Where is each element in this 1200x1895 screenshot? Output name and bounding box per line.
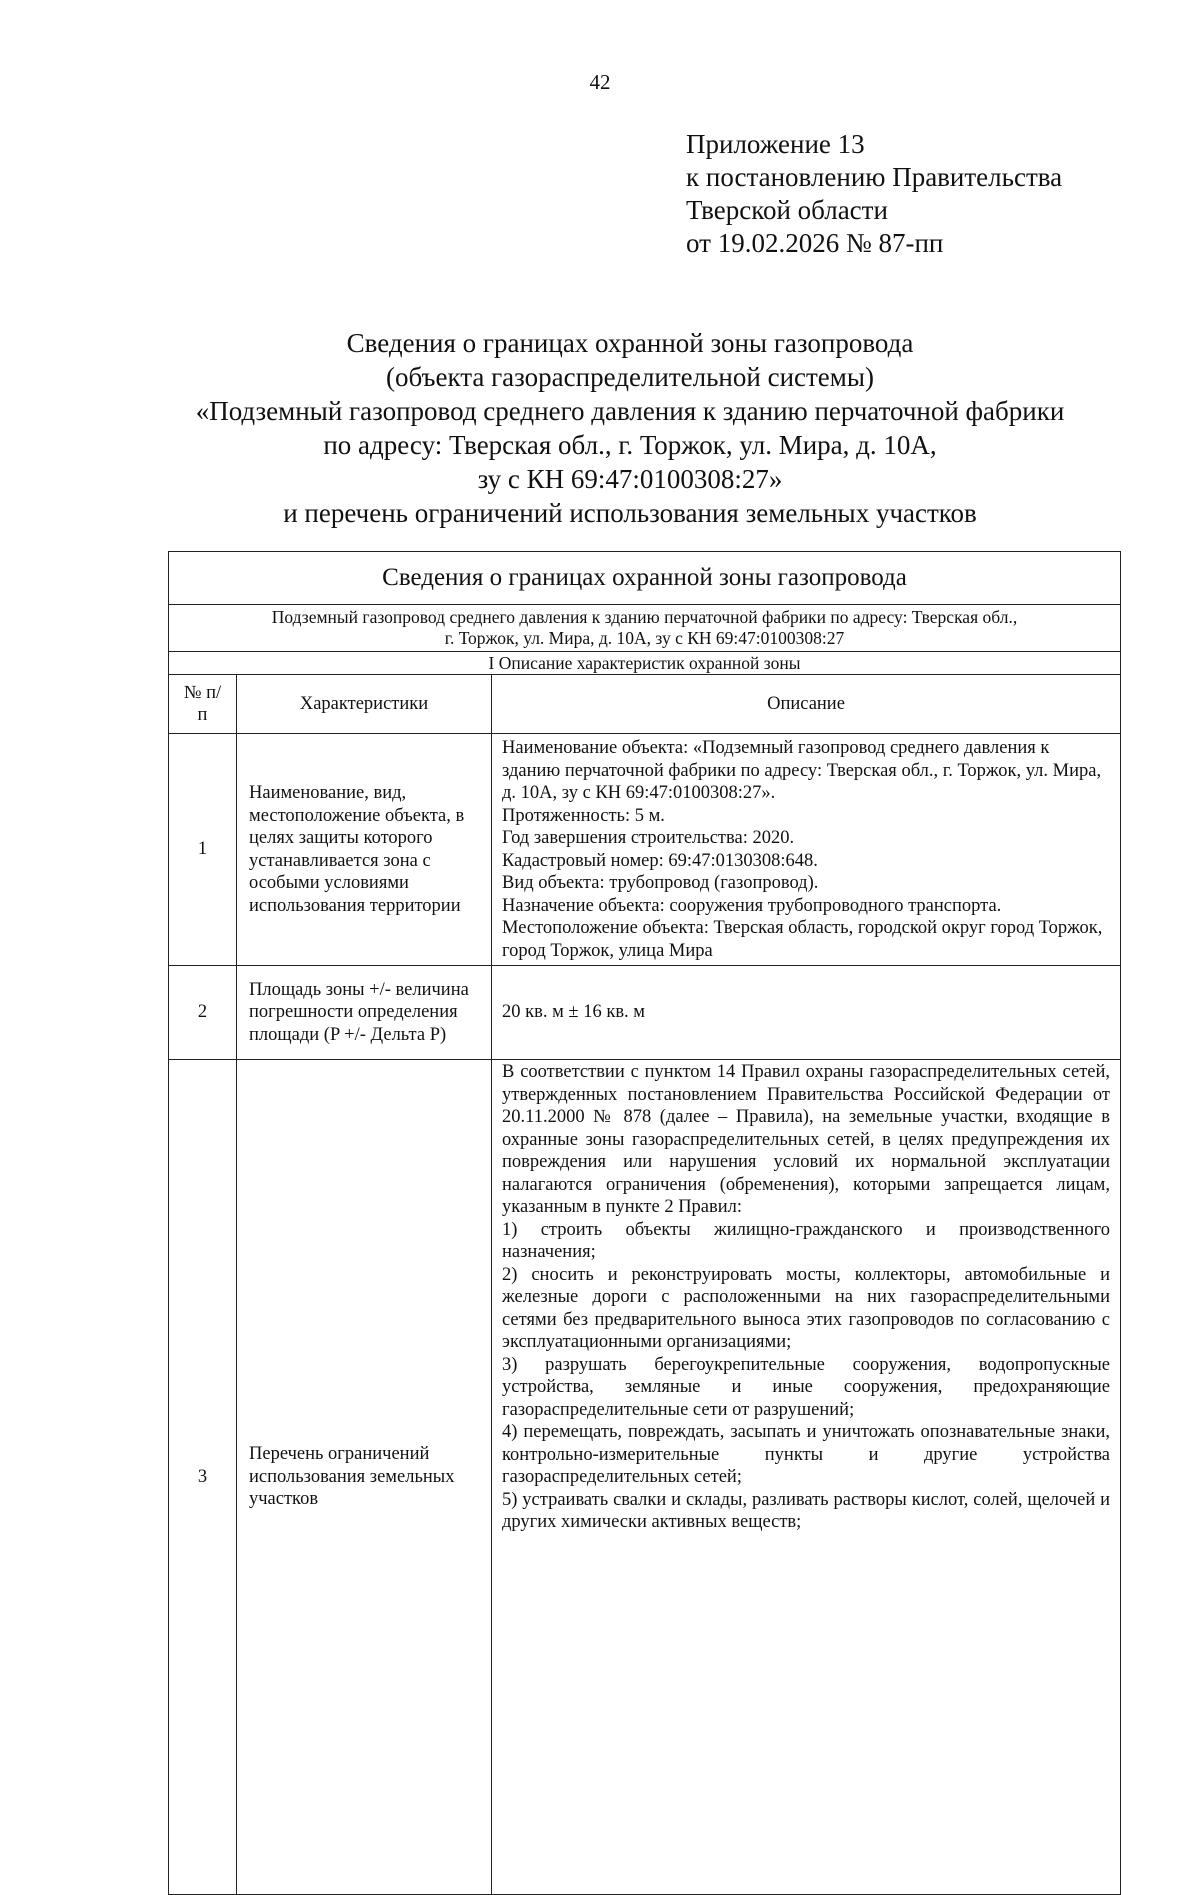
description-line: 2) сносить и реконструировать мосты, коллекторы, автомобильные и железные дороги с расположенными на них газораспределительными сетями без предварительного выноса этих газопроводов по согласованию с эксплуатационными организациями;: [502, 1264, 1111, 1352]
appendix-block: [686, 128, 1062, 260]
row-number: 2: [169, 966, 237, 1060]
row-number: 3: [169, 1060, 237, 1895]
object-line: г. Торжок, ул. Мира, д. 10А, зу с КН 69:47:0100308:27: [444, 628, 845, 648]
description-line: Год завершения строительства: 2020.: [502, 828, 795, 848]
table-row: [169, 1060, 1121, 1895]
header-characteristic: Характеристики: [237, 675, 492, 734]
row-description: [492, 1060, 1121, 1895]
description-line: 1) строить объекты жилищно-гражданского и производственного назначения;: [502, 1219, 1111, 1262]
title-line: и перечень ограничений использования земельных участков: [283, 498, 977, 528]
table-object-name: [169, 605, 1121, 652]
appendix-line: Приложение 13: [686, 129, 865, 159]
title-line: «Подземный газопровод среднего давления к зданию перчаточной фабрики: [195, 396, 1065, 426]
object-line: Подземный газопровод среднего давления к зданию перчаточной фабрики по адресу: Тверская обл.,: [271, 607, 1018, 627]
header-description: Описание: [492, 675, 1121, 734]
description-line: Наименование объекта: «Подземный газопровод среднего давления к зданию перчаточной фабрики по адресу: Тверская обл., г. Торжок, ул. Мира, д. 10А, зу с КН 69:47:0100308:27».: [502, 738, 1102, 803]
appendix-line: от 19.02.2026 № 87-пп: [686, 228, 944, 258]
table-row: [169, 966, 1121, 1060]
description-line: Местоположение объекта: Тверская область, городской округ город Торжок, город Торжок, улица Мира: [502, 918, 1103, 961]
description-line: Протяженность: 5 м.: [502, 805, 665, 826]
title-line: (объекта газораспределительной системы): [385, 362, 875, 392]
appendix-line: к постановлению Правительства: [686, 162, 1063, 192]
row-characteristic: Площадь зоны +/- величина погрешности определения площади (P +/- Дельта P): [237, 966, 492, 1060]
description-line: 3) разрушать берегоукрепительные сооружения, водопропускные устройства, земляные и иные сооружения, предохраняющие газораспределительные сети от разрушений;: [502, 1354, 1111, 1420]
description-line: В соответствии с пунктом 14 Правил охраны газораспределительных сетей, утвержденных постановлением Правительства Российской Федерации от 20.11.2000 № 878 (далее – Правила), на земельные участки, входящие в охранные зоны газораспределительных сетей, в целях предупреждения их повреждения или нарушения условий их нормальной эксплуатации налагаются ограничения (обременения), которыми запрещается лицам, указанным в пункте 2 Правил:: [502, 1062, 1111, 1217]
table-row: [169, 734, 1121, 966]
page-number: 42: [589, 70, 611, 94]
row-number: 1: [169, 734, 237, 966]
zone-table: [168, 551, 1121, 1895]
description-line: 5) устраивать свалки и склады, разливать растворы кислот, солей, щелочей и других химически активных веществ;: [502, 1489, 1111, 1532]
row-characteristic: Перечень ограничений использования земельных участков: [237, 1060, 492, 1895]
description-line: Назначение объекта: сооружения трубопроводного транспорта.: [502, 895, 1002, 916]
header-number: № п/п: [169, 675, 237, 734]
document-title: [150, 326, 1110, 530]
description-line: Вид объекта: трубопровод (газопровод).: [502, 873, 819, 893]
row-description: [492, 734, 1121, 966]
row-characteristic: Наименование, вид, местоположение объекта, в целях защиты которого устанавливается зона с особыми условиями использования территории: [237, 734, 492, 966]
row-description: [492, 966, 1121, 1060]
title-line: зу с КН 69:47:0100308:27»: [477, 464, 783, 494]
table-section-title: I Описание характеристик охранной зоны: [169, 652, 1121, 675]
description-line: 4) перемещать, повреждать, засыпать и уничтожать опознавательные знаки, контрольно-измерительные пункты и другие устройства газораспределительных сетей;: [502, 1422, 1111, 1487]
title-line: по адресу: Тверская обл., г. Торжок, ул. Мира, д. 10А,: [323, 430, 937, 460]
description-line: Кадастровый номер: 69:47:0130308:648.: [502, 850, 818, 871]
appendix-line: Тверской области: [686, 195, 888, 225]
description-line: 20 кв. м ± 16 кв. м: [502, 1002, 646, 1023]
table-title: Сведения о границах охранной зоны газопровода: [169, 552, 1121, 605]
title-line: Сведения о границах охранной зоны газопровода: [346, 328, 914, 358]
